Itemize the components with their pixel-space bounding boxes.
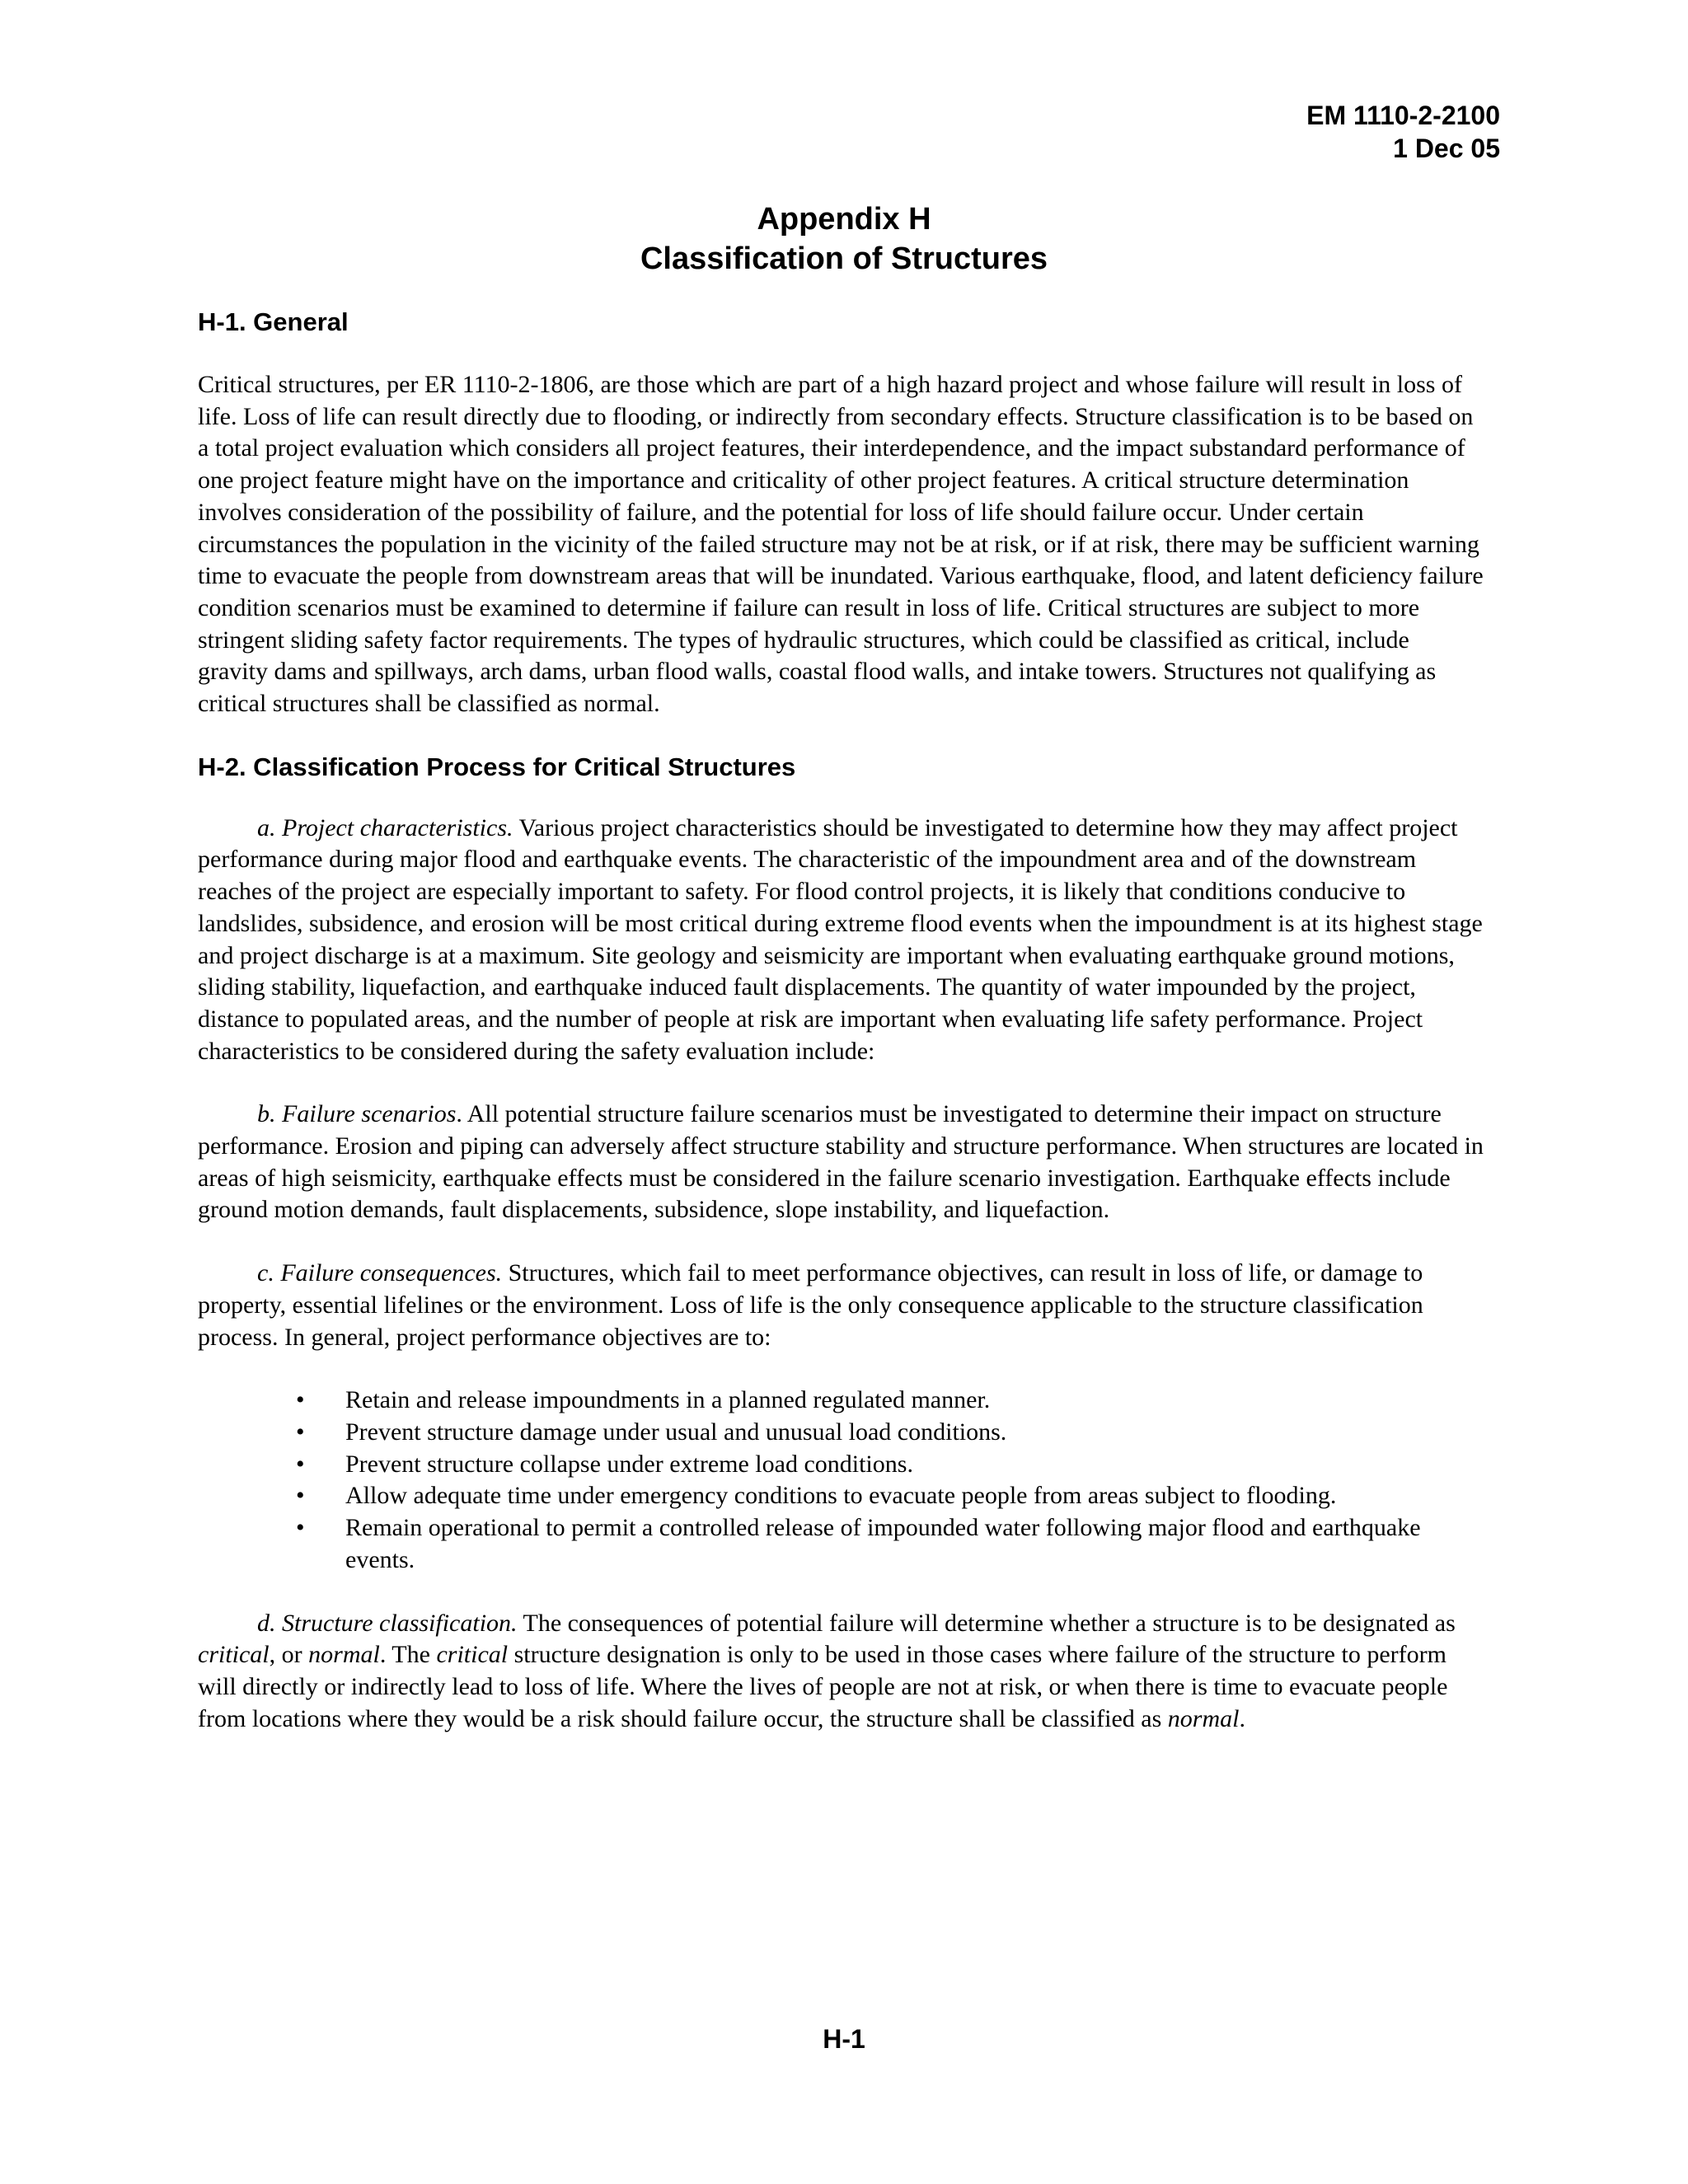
paragraph-text: structure designation is only to be used in those cases where failure of the structure to perform will directly or indirectly lead to loss of life. Where the lives of people are not at risk, or when there is time to evacuate people from locations where they would be a risk should failure occur, the structure shall be classified as [198, 1641, 1448, 1732]
bullet-icon: • [296, 1418, 305, 1446]
paragraph-text: . [1239, 1704, 1245, 1732]
term-normal: normal [1167, 1704, 1240, 1732]
performance-objectives-list [198, 1385, 1485, 1576]
doc-date: 1 Dec 05 [1393, 134, 1500, 163]
doc-number: EM 1110-2-2100 [1306, 101, 1500, 130]
list-item-text: Prevent structure collapse under extreme load conditions. [345, 1450, 913, 1478]
paragraph-project-characteristics [198, 813, 1485, 1068]
bullet-icon: • [296, 1450, 305, 1478]
list-item [296, 1512, 1485, 1576]
list-item-text: Prevent structure damage under usual and unusual load conditions. [345, 1418, 1007, 1446]
paragraph-text: . All potential structure failure scenarios must be investigated to determine their impact on structure performance. Erosion and piping can adversely affect structure stability and structure performance. When structures are located in areas of high seismicity, earthquake effects must be considered in the failure scenario investigation. Earthquake effects include ground motion demands, fault displacements, subsidence, slope instability, and liquefaction. [198, 1100, 1484, 1224]
term-normal: normal [308, 1641, 380, 1669]
paragraph-label: d. Structure classification. [257, 1609, 518, 1637]
paragraph-text: Structures, which fail to meet performance objectives, can result in loss of life, or damage to property, essential lifelines or the environment. Loss of life is the only consequence applicable to the structure classification process. In general, project performance objectives are to: [198, 1259, 1423, 1351]
page-number: H-1 [823, 2024, 865, 2054]
list-item [296, 1417, 1485, 1449]
paragraph-structure-classification [198, 1608, 1485, 1736]
appendix-title [0, 199, 1688, 279]
paragraph-text: The consequences of potential failure will determine whether a structure is to be designated as [517, 1609, 1456, 1637]
paragraph-text: . The [379, 1641, 437, 1669]
appendix-label: Appendix H [757, 202, 931, 237]
list-item [296, 1449, 1485, 1481]
appendix-subtitle: Classification of Structures [640, 241, 1048, 276]
section-heading-classification-process: H-2. Classification Process for Critical Structures [198, 752, 796, 781]
paragraph-text: , or [269, 1641, 309, 1669]
paragraph-label: b. Failure scenarios [257, 1100, 457, 1128]
general-paragraph: Critical structures, per ER 1110-2-1806, are those which are part of a high hazard project and whose failure will result in loss of life. Loss of life can result directly due to flooding, or indirectly from secondary effects. Structure classification is to be based on a total project evaluation which considers all project features, their interdependence, and the impact substandard performance of one project feature might have on the importance and criticality of other project features. A critical structure determination involves consideration of the possibility of failure, and the potential for loss of life should failure occur. Under certain circumstances the population in the vicinity of the failed structure may not be at risk, or if at risk, there may be sufficient warning time to evacuate the people from downstream areas that will be inundated. Various earthquake, flood, and latent deficiency failure condition scenarios must be examined to determine if failure can result in loss of life. Critical structures are subject to more stringent sliding safety factor requirements. The types of hydraulic structures, which could be classified as critical, include gravity dams and spillways, arch dams, urban flood walls, coastal flood walls, and intake towers. Structures not qualifying as critical structures shall be classified as normal. [198, 371, 1484, 718]
list-item [296, 1480, 1485, 1512]
term-critical: critical [198, 1641, 270, 1669]
list-item-text: Retain and release impoundments in a planned regulated manner. [345, 1386, 991, 1414]
paragraph-failure-consequences [198, 1258, 1485, 1353]
document-body [198, 307, 1485, 1735]
term-critical: critical [436, 1641, 509, 1669]
list-item-text: Remain operational to permit a controlled release of impounded water following major flood and earthquake events. [345, 1514, 1421, 1573]
list-item [296, 1385, 1485, 1417]
bullet-icon: • [296, 1482, 305, 1510]
section-heading-general: H-1. General [198, 307, 349, 336]
list-item-text: Allow adequate time under emergency conditions to evacuate people from areas subject to flooding. [345, 1482, 1337, 1510]
paragraph-failure-scenarios [198, 1099, 1485, 1226]
paragraph-text: Various project characteristics should be investigated to determine how they may affect project performance during major flood and earthquake events. The characteristic of the impoundment area and of the downstream reaches of the project are especially important to safety. For flood control projects, it is likely that conditions conducive to landslides, subsidence, and erosion will be most critical during extreme flood events when the impoundment is at its highest stage and project discharge is at a maximum. Site geology and seismicity are important when evaluating earthquake ground motions, sliding stability, liquefaction, and earthquake induced fault displacements. The quantity of water impounded by the project, distance to populated areas, and the number of people at risk are important when evaluating life safety performance. Project characteristics to be considered during the safety evaluation include: [198, 813, 1483, 1065]
bullet-icon: • [296, 1514, 305, 1542]
paragraph-label: c. Failure consequences. [257, 1259, 503, 1287]
document-identifier [1306, 99, 1500, 165]
paragraph-label: a. Project characteristics. [257, 813, 513, 841]
bullet-icon: • [296, 1386, 305, 1414]
